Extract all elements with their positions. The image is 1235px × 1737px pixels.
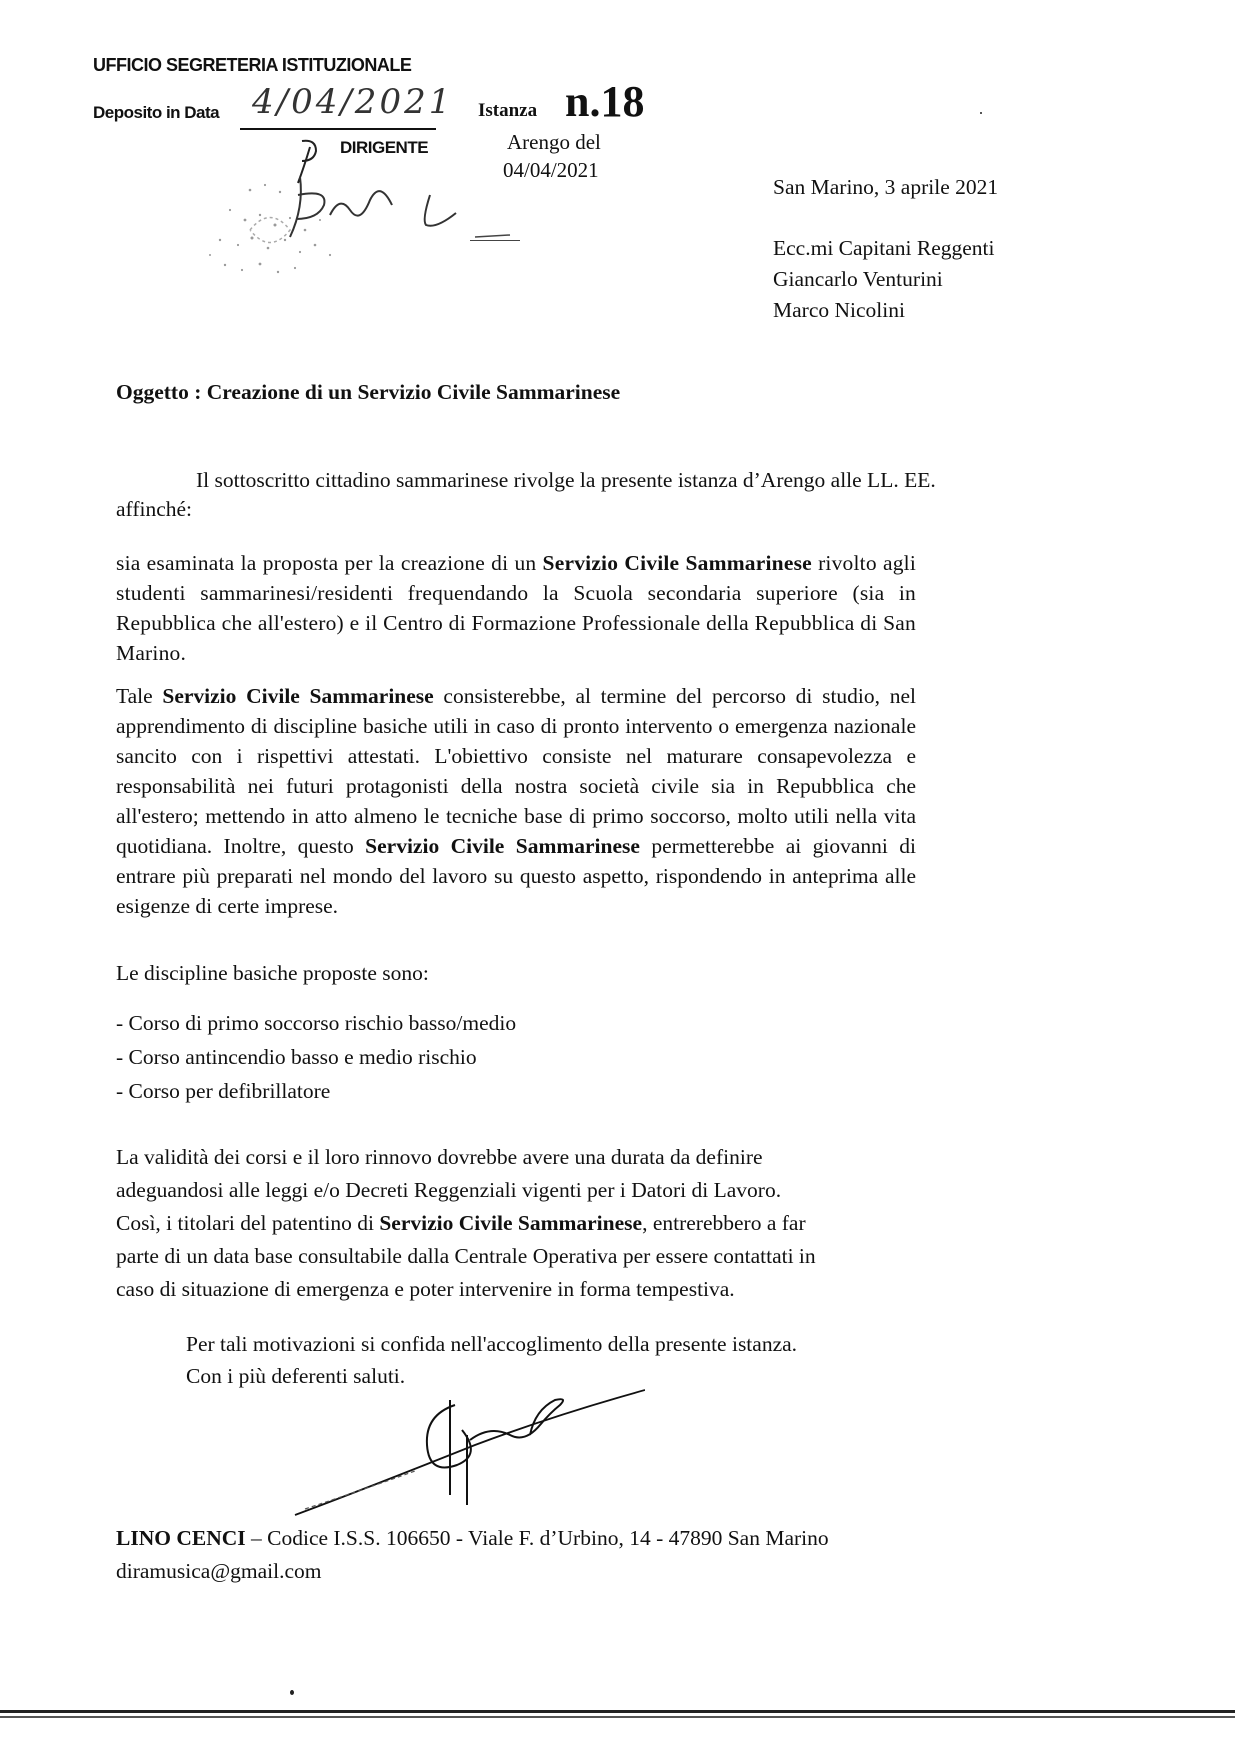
scan-border-line <box>0 1710 1235 1713</box>
arengo-date: 04/04/2021 <box>503 158 599 182</box>
closing-line-2: Con i più deferenti saluti. <box>186 1364 406 1388</box>
recipients <box>773 233 995 326</box>
sender-email: diramusica@gmail.com <box>116 1559 322 1583</box>
p2-bold-1: Servizio Civile Sammarinese <box>162 684 434 708</box>
list-item: - Corso per defibrillatore <box>116 1079 331 1103</box>
deposit-date-handwritten: 4/04/2021 <box>252 82 454 122</box>
closing <box>186 1328 797 1392</box>
disciplines-list <box>116 1006 516 1108</box>
faded-stamp <box>190 160 370 300</box>
p3-line: La validità dei corsi e il loro rinnovo dovrebbe avere una durata da definire <box>116 1145 763 1169</box>
list-item: - Corso antincendio basso e medio rischio <box>116 1045 477 1069</box>
p2-text-a: Tale <box>116 684 163 708</box>
list-intro: Le discipline basiche proposte sono: <box>116 961 429 985</box>
p3-line: adeguandosi alle leggi e/o Decreti Reggenziali vigenti per i Datori di Lavoro. <box>116 1178 782 1202</box>
short-dash <box>470 240 520 241</box>
paragraph-2 <box>116 681 916 921</box>
paragraph-1 <box>116 548 916 668</box>
arengo-label: Arengo del <box>507 130 601 154</box>
p3-line3-bold: Servizio Civile Sammarinese <box>379 1211 643 1235</box>
dirigente-label: DIRIGENTE <box>340 138 429 157</box>
p1-bold: Servizio Civile Sammarinese <box>542 551 812 575</box>
recipient-line: Marco Nicolini <box>773 298 905 322</box>
p2-text-c: permetterebbe ai giovanni di entrare più preparati nel mondo del lavoro su questo aspetto, rispondendo in anteprima alle esigenze di certe imprese. <box>116 834 916 918</box>
closing-line-1: Per tali motivazioni si confida nell'accoglimento della presente istanza. <box>186 1332 798 1356</box>
deposit-label: Deposito in Data <box>93 103 220 122</box>
p3-line3-a: Così, i titolari del patentino di <box>116 1211 380 1235</box>
list-item: - Corso di primo soccorso rischio basso/medio <box>116 1011 517 1035</box>
subject-label: Oggetto : <box>116 380 202 404</box>
sender-line <box>116 1523 829 1553</box>
intro-line-2: affinché: <box>116 497 193 521</box>
p2-text-b: consisterebbe, al termine del percorso di studio, nel apprendimento di discipline basiche utili in caso di pronto intervento o emergenza nazionale sancito con i rispettivi attestati. L'obiettivo consiste nel maturare consapevolezza e responsabilità nei futuri protagonisti della nostra società civile sia in Repubblica che all'estero; mettendo in atto almeno le tecniche base di primo soccorso, molto utili nella vita quotidiana. Inoltre, questo <box>116 684 916 858</box>
recipient-line: Giancarlo Venturini <box>773 267 943 291</box>
p3-line: parte di un data base consultabile dalla Centrale Operativa per essere contattati in <box>116 1244 816 1268</box>
subject: Creazione di un Servizio Civile Sammarinese <box>206 380 621 404</box>
subject-line <box>116 380 620 405</box>
p3-line <box>116 1207 816 1240</box>
sender-details: – Codice I.S.S. 106650 - Viale F. d’Urbino, 14 - 47890 San Marino <box>245 1526 829 1550</box>
sender-name: LINO CENCI <box>116 1526 246 1550</box>
scan-border-line <box>0 1716 1235 1718</box>
p2-bold-2: Servizio Civile Sammarinese <box>365 834 640 858</box>
recipient-line: Ecc.mi Capitani Reggenti <box>773 236 995 260</box>
istanza-label: Istanza <box>478 100 538 121</box>
office-title: UFFICIO SEGRETERIA ISTITUZIONALE <box>93 55 412 75</box>
p1-text-b: rivolto agli studenti sammarinesi/residenti frequendando la Scuola secondaria superiore (sia in Repubblica che all'estero) e il Centro di Formazione Professionale della Repubblica di San Marino. <box>116 551 917 665</box>
scan-speck <box>290 1690 294 1695</box>
p3-line3-b: , entrerebbero a far <box>642 1211 806 1235</box>
p3-line: caso di situazione di emergenza e poter intervenire in forma tempestiva. <box>116 1277 735 1301</box>
paragraph-3 <box>116 1141 816 1306</box>
scan-speck <box>980 112 982 114</box>
place-date: San Marino, 3 aprile 2021 <box>773 175 999 199</box>
sender-signature <box>285 1385 645 1525</box>
p1-text-a: sia esaminata la proposta per la creazione di un <box>116 551 543 575</box>
istanza-number: n.18 <box>565 77 645 126</box>
intro-line-1: Il sottoscritto cittadino sammarinese rivolge la presente istanza d’Arengo alle LL. EE. <box>196 468 936 492</box>
